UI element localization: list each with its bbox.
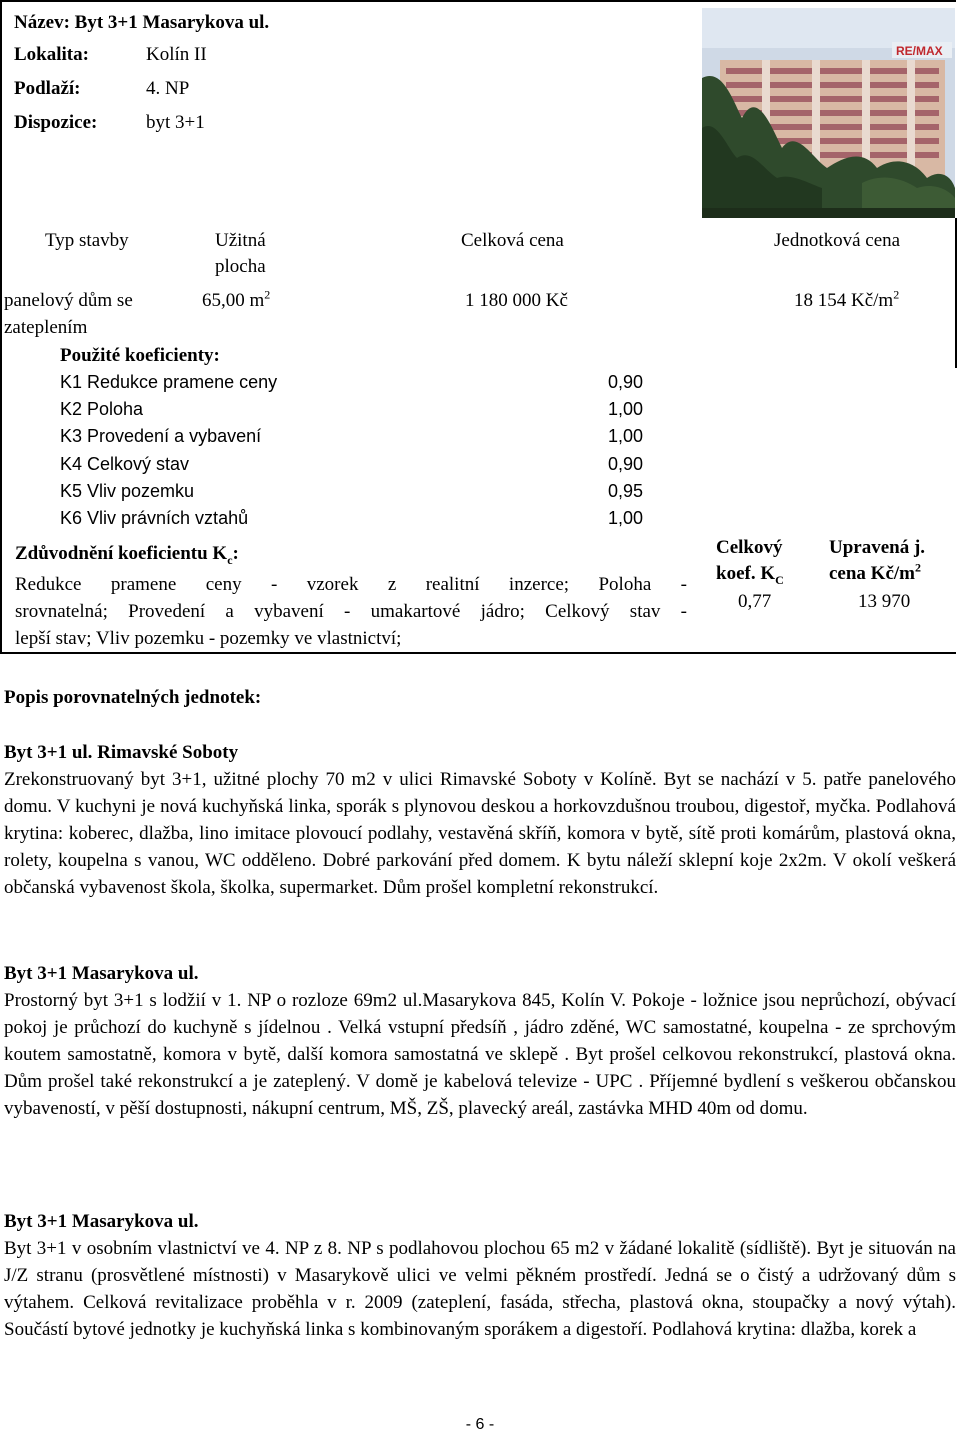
comparable-title: Byt 3+1 Masarykova ul. xyxy=(4,963,199,984)
location-line xyxy=(14,44,207,66)
total-price: 1 180 000 Kč xyxy=(465,290,568,311)
building-type: panelový dům se xyxy=(4,290,133,311)
coefficient-label: K1 Redukce pramene ceny xyxy=(60,372,278,392)
coefficient-label: K4 Celkový stav xyxy=(60,453,190,474)
unit-price-number: 18 154 Kč/m xyxy=(794,290,894,311)
name-line xyxy=(14,12,269,34)
coef-total-label-sub: C xyxy=(775,572,784,587)
comparable-title: Byt 3+1 ul. Rimavské Soboty xyxy=(4,742,239,763)
justification-line-1: Redukce pramene ceny - vzorek z realitní inzerce; Poloha - xyxy=(15,574,687,595)
column-header-type: Typ stavby xyxy=(45,230,129,251)
name-value: Byt 3+1 Masarykova ul. xyxy=(74,12,270,33)
adjusted-price-label: Upravená j. xyxy=(829,537,926,558)
comparable-text: Prostorný byt 3+1 s lodžií v 1. NP o rozloze 69m2 ul.Masarykova 845, Kolín V. Pokoje - ložnice jsou neprůchozí, obývací pokoj je průchozí do kuchyně s jídelnou . Velká vstupní předsíň , jádro zděné, WC samostatné, koupelna - ze sprchovým koutem samostatně, komora v bytě, další komora samostatná ve sklepě . Byt prošel celkovou rekonstrukcí, plastová okna. Dům prošel také rekonstrukcí a je zateplený. V domě je kabelová televize - UPC . Příjemné bydlení s veškerou občanskou vybaveností, v pěší dostupnosti, nákupní centrum, MŠ, ZŠ, plavecký areál, zastávka MHD 40m od domu. xyxy=(4,990,956,1119)
column-header-total: Celková cena xyxy=(461,230,564,251)
comparable-text: Zrekonstruovaný byt 3+1, užitné plochy 70 m2 v ulici Rimavské Soboty v Kolíně. Byt se nachází v 5. patře panelového domu. V kuchyni je nová kuchyňská linka, sporák s plynovou deskou a horkovzdušnou troubou, digestoř, myčka. Podlahová krytina: koberec, dlažba, lino imitace plovoucí podlahy, vestavěná skříň, komora v bytě, sítě proti komárům, plastová okna, rolety, koupelna s vanou, WC odděleno. Dobré parkování před domem. K bytu náleží sklepní koje 2x2m. V okolí veškerá občanská vybavenost škola, školka, supermarket. Dům prošel kompletní rekonstrukcí. xyxy=(4,769,956,898)
comparable-item xyxy=(4,960,956,1122)
area-sup: 2 xyxy=(264,287,271,302)
location-label: Lokalita: xyxy=(14,44,89,65)
adjusted-price-label-sup: 2 xyxy=(915,560,922,575)
coefficients-heading: Použité koeficienty: xyxy=(60,345,220,366)
justification-line-2: srovnatelná; Provedení a vybavení - umakartové jádro; Celkový stav - xyxy=(15,601,687,622)
comparable-item xyxy=(4,1208,956,1343)
coefficient-value: 0,95 xyxy=(608,480,644,501)
name-label: Název: xyxy=(14,12,70,33)
column-header-area-2: plocha xyxy=(215,256,266,277)
page-number: - 6 - xyxy=(465,1416,495,1433)
coefficient-label: K2 Poloha xyxy=(60,399,144,420)
frame-right-segment xyxy=(955,218,957,368)
coefficient-label: K5 Vliv pozemku xyxy=(60,480,195,501)
coefficient-value: 1,00 xyxy=(608,426,644,447)
building-type-2: zateplením xyxy=(4,317,88,338)
coef-total-value: 0,77 xyxy=(738,591,772,612)
unit-price xyxy=(794,287,900,312)
coefficient-value: 1,00 xyxy=(608,399,644,420)
layout-label: Dispozice: xyxy=(14,112,98,133)
floor-value: 4. NP xyxy=(146,78,190,99)
justification-heading-text: Zdůvodnění koeficientu K xyxy=(15,543,228,564)
coef-total-label-2 xyxy=(716,563,784,585)
adjusted-price-value: 13 970 xyxy=(858,591,911,612)
column-header-area: Užitná xyxy=(215,230,266,251)
adjusted-price-label-2 xyxy=(829,560,922,585)
coefficient-label: K6 Vliv právních vztahů xyxy=(60,508,249,528)
floor-label: Podlaží: xyxy=(14,78,81,99)
justification-heading-colon: : xyxy=(232,543,239,564)
coefficient-label: K3 Provedení a vybavení xyxy=(60,426,262,447)
comparables-heading: Popis porovnatelných jednotek: xyxy=(4,687,262,708)
comparable-text: Byt 3+1 v osobním vlastnictví ve 4. NP z 8. NP s podlahovou plochou 65 m2 v žádané lokalitě (sídliště). Byt je situován na J/Z stranu (prosvětlené místnosti) v Masarykově ulici ve velmi pěkném prostředí. Jedná se o čistý a udržovaný dům s výtahem. Celková revitalizace proběhla v r. 2009 (zateplení, fasáda, střecha, plastová okna, stoupačky a nový výtah). Součástí bytové jednotky je kuchyňská linka s kombinovaným sporákem a digestoří. Podlahová krytina: dlažba, korek a xyxy=(4,1238,956,1340)
frame-bottom-segment xyxy=(700,652,818,654)
coefficient-value: 1,00 xyxy=(608,508,644,528)
layout-value: byt 3+1 xyxy=(146,112,205,133)
comparable-title: Byt 3+1 Masarykova ul. xyxy=(4,1211,199,1232)
justification-heading-sub: c xyxy=(227,552,233,567)
area-value xyxy=(202,287,271,312)
remax-logo-text: RE/MAX xyxy=(896,44,943,58)
comparable-item xyxy=(4,739,956,901)
column-header-unit: Jednotková cena xyxy=(774,230,901,251)
adjusted-price-label-2-text: cena Kč/m xyxy=(829,563,916,584)
coef-total-label-2-text: koef. K xyxy=(716,563,776,584)
building-photo xyxy=(702,8,955,218)
justification-line-3: lepší stav; Vliv pozemku - pozemky ve vlastnictví; xyxy=(15,628,402,649)
coefficient-value: 0,90 xyxy=(608,453,644,474)
location-value: Kolín II xyxy=(146,44,207,65)
area-number: 65,00 m xyxy=(202,290,265,311)
unit-price-sup: 2 xyxy=(893,287,900,302)
justification-heading xyxy=(15,543,239,565)
coef-total-label: Celkový xyxy=(716,537,783,558)
coefficient-value: 0,90 xyxy=(608,372,644,392)
layout-line xyxy=(14,112,205,134)
floor-line xyxy=(14,78,190,100)
